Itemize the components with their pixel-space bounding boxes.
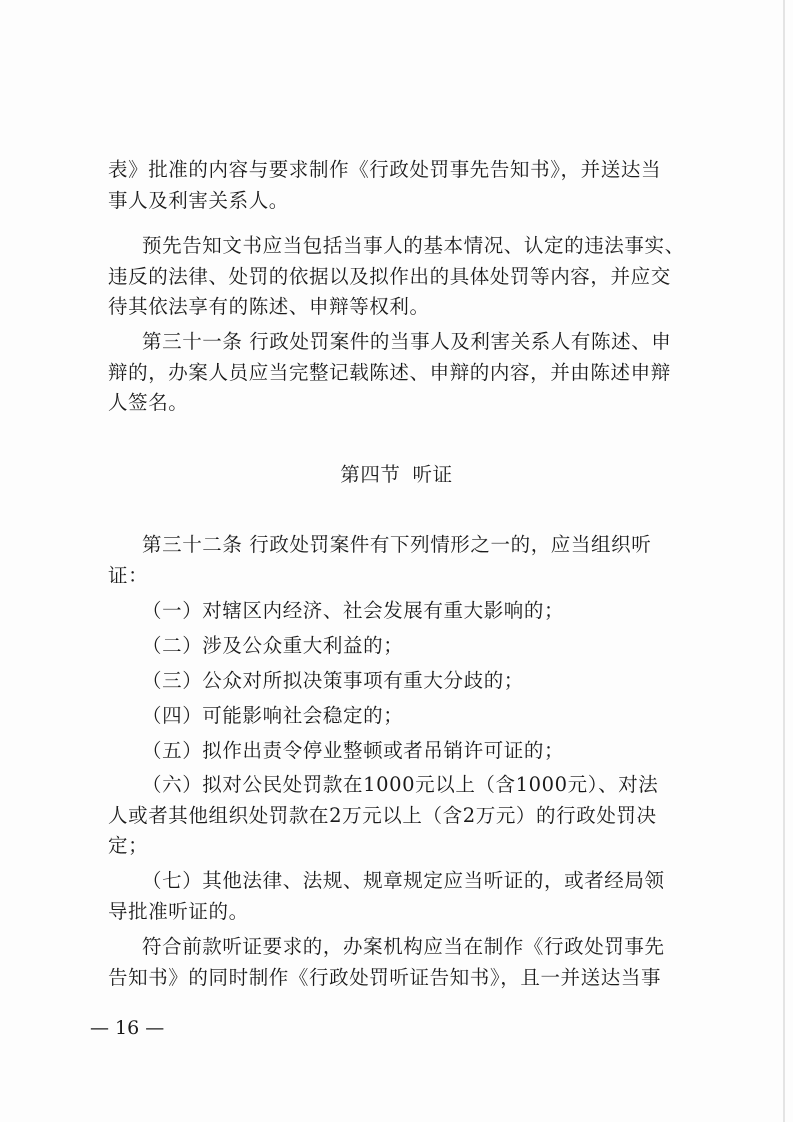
text-line: 符合前款听证要求的，办案机构应当在制作《行政处罚事先 (142, 935, 665, 958)
text-line: 待其依法享有的陈述、申辩等权利。 (108, 295, 430, 318)
text-line: 告知书》的同时制作《行政处罚听证告知书》，且一并送达当事 (108, 966, 662, 989)
list-item: （四）可能影响社会稳定的； (142, 704, 404, 727)
list-item: （七）其他法律、法规、规章规定应当听证的，或者经局领 (142, 869, 665, 892)
text-line: 人签名。 (108, 391, 189, 414)
section-number: 第四节 (340, 463, 401, 486)
list-item: （五）拟作出责令停业整顿或者吊销许可证的； (142, 739, 565, 762)
text-line: 第三十一条 行政处罚案件的当事人及利害关系人有陈述、申 (142, 330, 672, 353)
list-item: （二）涉及公众重大利益的； (142, 634, 404, 657)
list-item: （六）拟对公民处罚款在1000元以上（含1000元）、对法 (142, 773, 659, 796)
text-line: 导批准听证的。 (108, 900, 249, 923)
text-line: 预先告知文书应当包括当事人的基本情况、认定的违法事实、 (142, 234, 685, 257)
list-item: （三）公众对所拟决策事项有重大分歧的； (142, 669, 524, 692)
text-line: 人或者其他组织处罚款在2万元以上（含2万元）的行政处罚决 (108, 804, 657, 827)
text-line: 定； (108, 834, 149, 857)
text-line: 违反的法律、处罚的依据以及拟作出的具体处罚等内容，并应交 (108, 265, 671, 288)
section-heading (0, 462, 793, 488)
text-line: 表》批准的内容与要求制作《行政处罚事先告知书》，并送达当 (108, 158, 662, 181)
page-number: — 16 — (90, 1017, 165, 1039)
text-line: 证： (108, 564, 149, 587)
list-item: （一）对辖区内经济、社会发展有重大影响的； (142, 599, 565, 622)
text-line: 事人及利害关系人。 (108, 189, 289, 212)
text-line: 第三十二条 行政处罚案件有下列情形之一的，应当组织听 (142, 533, 652, 556)
scan-edge (783, 0, 785, 1122)
section-title: 听证 (412, 463, 453, 486)
text-line: 辩的，办案人员应当完整记载陈述、申辩的内容，并由陈述申辩 (108, 361, 671, 384)
